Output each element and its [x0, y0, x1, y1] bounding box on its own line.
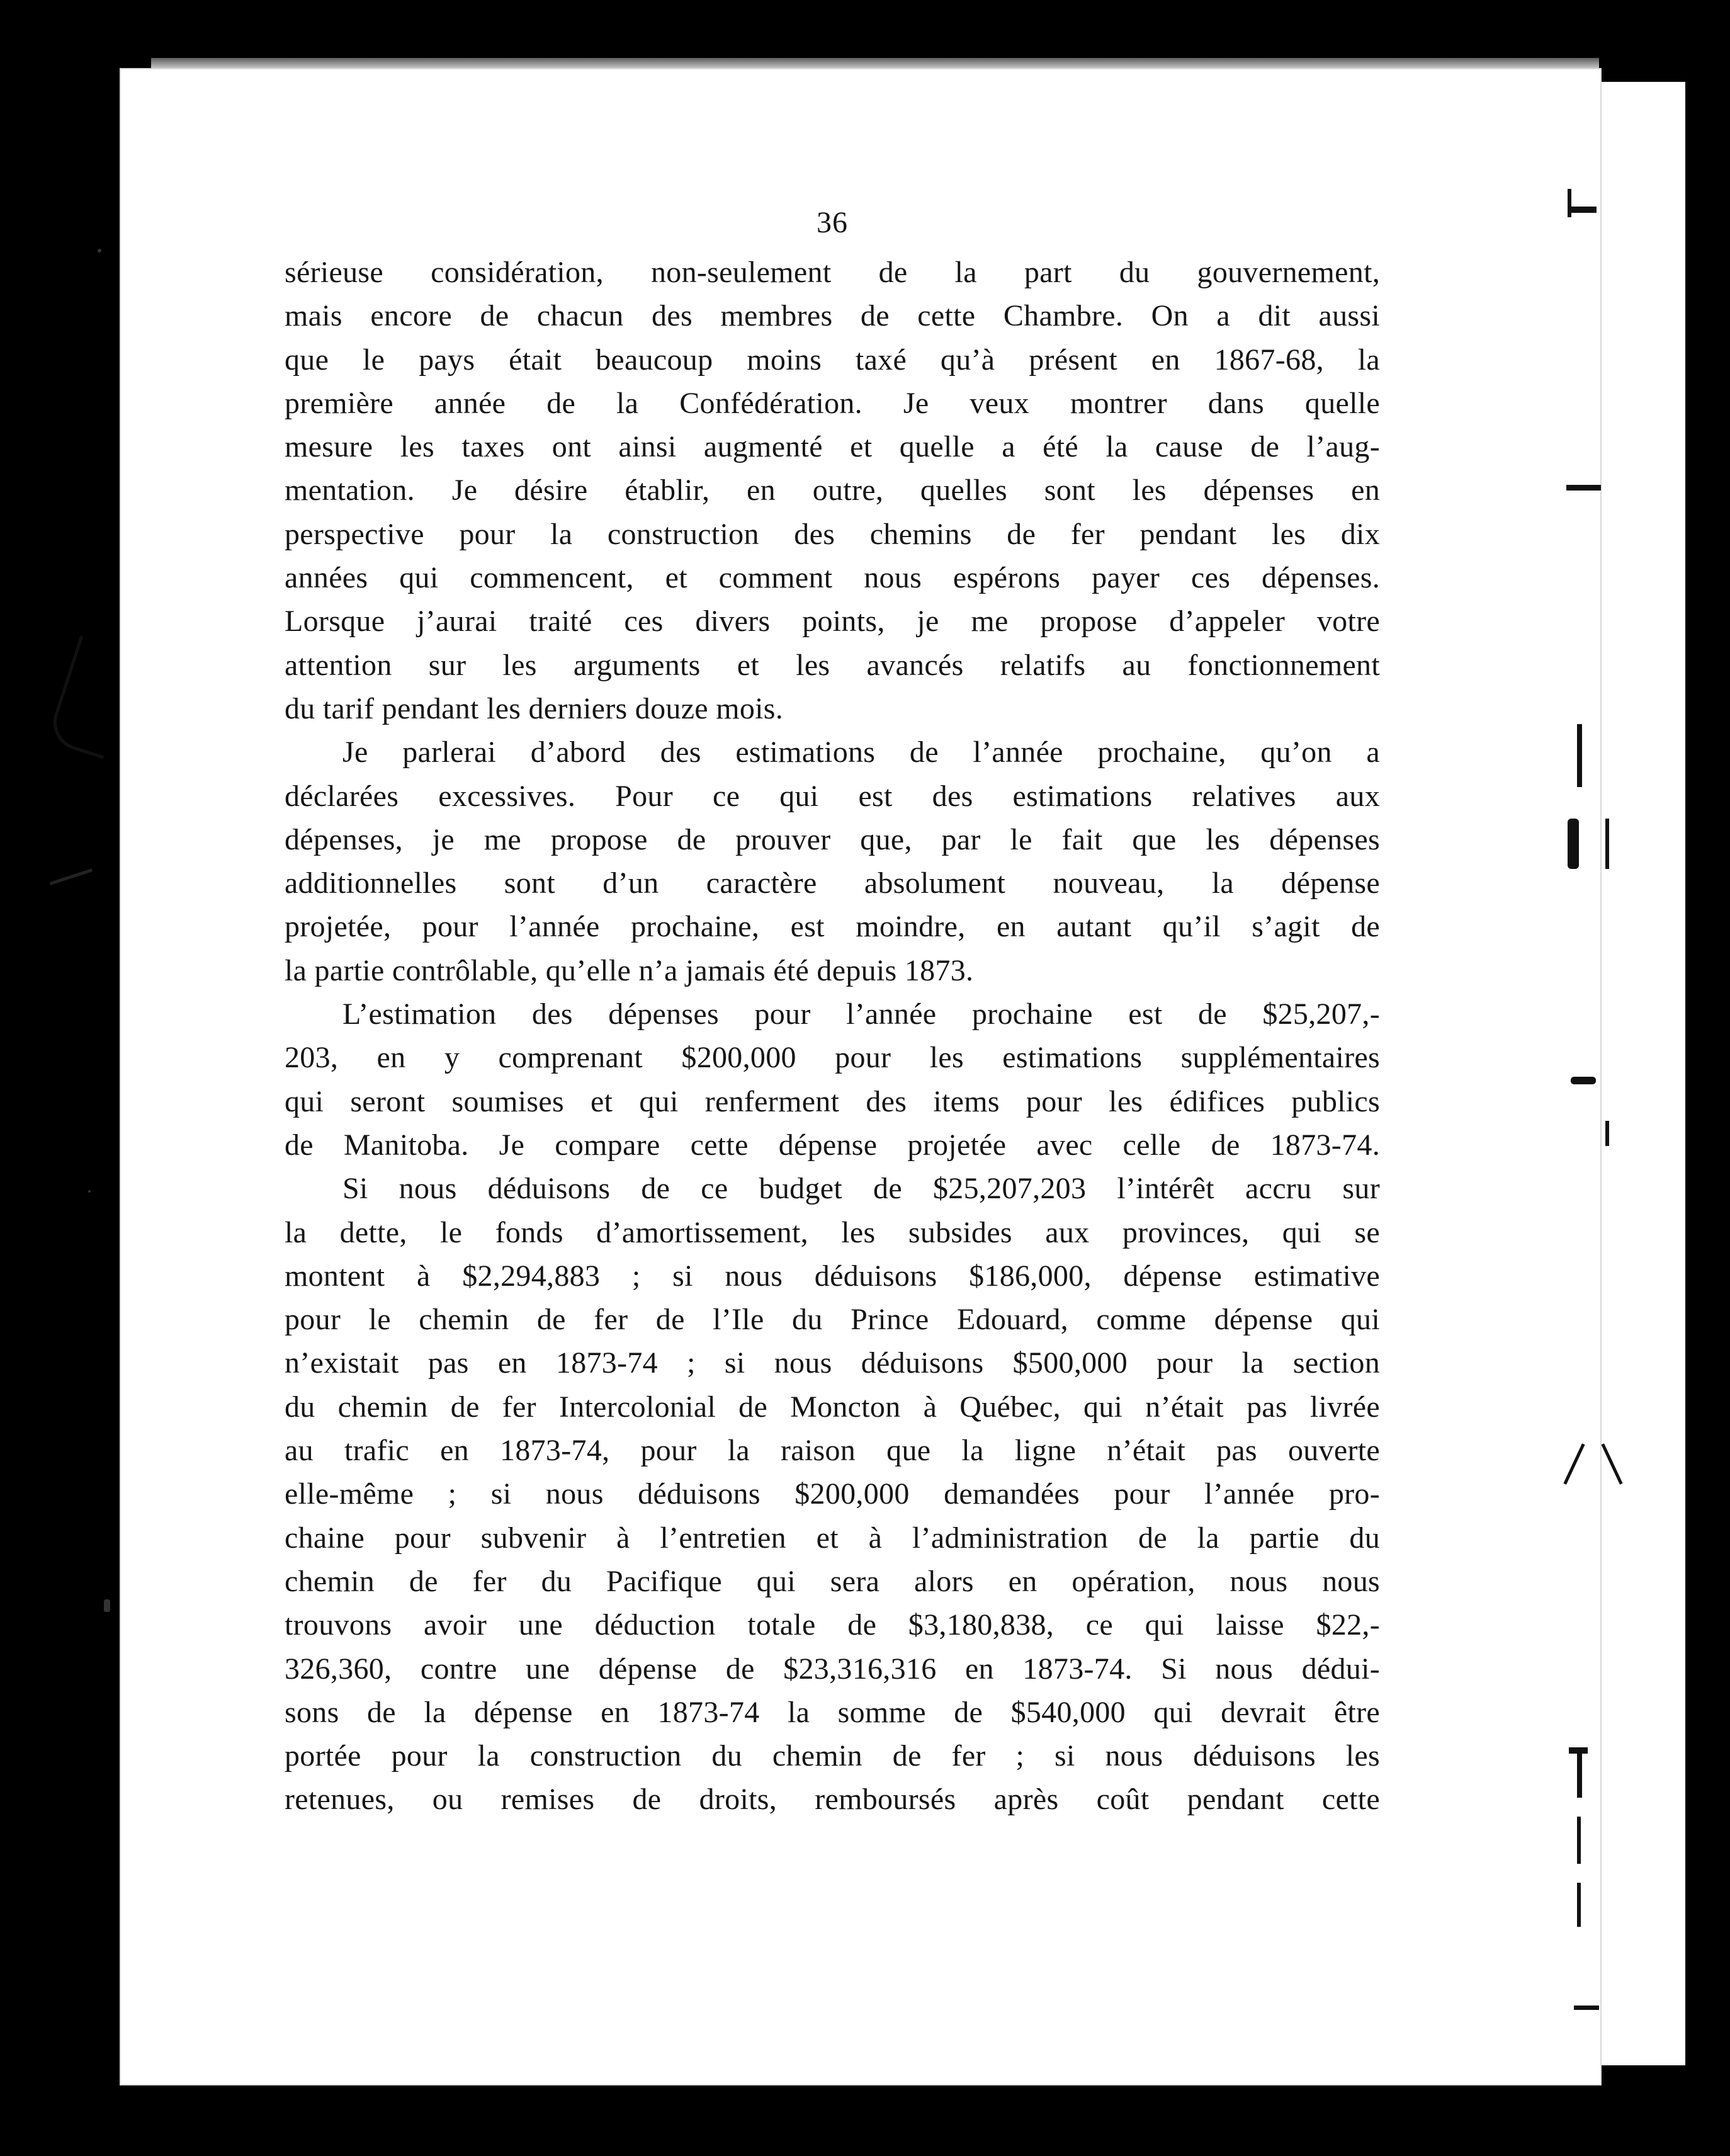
text-line: n’existait pas en 1873-74 ; si nous déduisons $500,000 pour la section	[285, 1346, 1380, 1380]
text-line: retenues, ou remises de droits, remboursés après coût pendant cette	[285, 1783, 1380, 1817]
page-content	[285, 201, 1380, 1822]
text-line: mais encore de chacun des membres de cette Chambre. On a dit aussi	[285, 299, 1380, 333]
text-line: mesure les taxes ont ainsi augmenté et quelle a été la cause de l’aug-	[285, 430, 1380, 464]
text-line: chaine pour subvenir à l’entretien et à l’administration de la partie du	[285, 1521, 1380, 1555]
text-line: de Manitoba. Je compare cette dépense projetée avec celle de 1873-74.	[285, 1128, 1380, 1162]
text-line: projetée, pour l’année prochaine, est moindre, en autant qu’il s’agit de	[285, 910, 1380, 944]
margin-dash	[50, 868, 93, 885]
text-line: du chemin de fer Intercolonial de Moncton à Québec, qui n’était pas livrée	[285, 1390, 1380, 1424]
margin-mark	[1568, 819, 1579, 869]
margin-mark	[1577, 1817, 1581, 1864]
scan-speckle	[98, 249, 101, 252]
text-line: trouvons avoir une déduction totale de $3,180,838, ce qui laisse $22,-	[285, 1608, 1380, 1642]
margin-mark	[1571, 1077, 1596, 1084]
margin-mark	[1605, 819, 1609, 869]
text-line: chemin de fer du Pacifique qui sera alors en opération, nous nous	[285, 1564, 1380, 1598]
text-line: perspective pour la construction des chemins de fer pendant les dix	[285, 517, 1380, 551]
text-line: déclarées excessives. Pour ce qui est des estimations relatives aux	[285, 779, 1380, 813]
scan-speckle	[88, 1190, 91, 1193]
margin-mark	[1563, 1443, 1585, 1485]
text-line: qui seront soumises et qui renferment des items pour les édifices publics	[285, 1084, 1380, 1118]
text-line: dépenses, je me propose de prouver que, par le fait que les dépenses	[285, 822, 1380, 856]
text-line: mentation. Je désire établir, en outre, quelles sont les dépenses en	[285, 474, 1380, 508]
text-line: la partie contrôlable, qu’elle n’a jamais été depuis 1873.	[285, 953, 974, 987]
text-line: première année de la Confédération. Je veux montrer dans quelle	[285, 386, 1380, 420]
margin-mark	[1577, 724, 1582, 787]
text-line: que le pays était beaucoup moins taxé qu’à présent en 1867-68, la	[285, 343, 1380, 377]
text-line: montent à $2,294,883 ; si nous déduisons $186,000, dépense estimative	[285, 1259, 1380, 1293]
text-line: au trafic en 1873-74, pour la raison que la ligne n’était pas ouverte	[285, 1434, 1380, 1468]
text-line: Lorsque j’aurai traité ces divers points, je me propose d’appeler votre	[285, 604, 1380, 638]
text-line: sons de la dépense en 1873-74 la somme de $540,000 qui devrait être	[285, 1695, 1380, 1729]
text-line: additionnelles sont d’un caractère absolument nouveau, la dépense	[285, 866, 1380, 900]
text-line: sérieuse considération, non-seulement de la part du gouvernement,	[285, 256, 1380, 289]
text-line: la dette, le fonds d’amortissement, les subsides aux provinces, qui se	[285, 1215, 1380, 1249]
text-line: elle-même ; si nous déduisons $200,000 demandées pour l’année pro-	[285, 1477, 1380, 1511]
margin-mark	[1577, 1883, 1581, 1927]
right-margin-marks	[1561, 189, 1624, 2046]
text-line: Si nous déduisons de ce budget de $25,207,203 l’intérêt accru sur	[342, 1172, 1380, 1206]
margin-mark	[1570, 207, 1597, 213]
margin-mark	[1568, 189, 1571, 217]
margin-mark	[1605, 1121, 1609, 1146]
text-line: Je parlerai d’abord des estimations de l’année prochaine, qu’on a	[342, 735, 1380, 769]
text-line: années qui commencent, et comment nous espérons payer ces dépenses.	[285, 561, 1380, 595]
margin-mark	[1574, 2006, 1599, 2010]
margin-mark	[1566, 485, 1601, 491]
scan-border-top	[151, 58, 1599, 69]
text-line: du tarif pendant les derniers douze mois.	[285, 691, 784, 725]
scan-speckle	[104, 1599, 110, 1612]
margin-mark	[1577, 1747, 1582, 1798]
text-line: portée pour la construction du chemin de fer ; si nous déduisons les	[285, 1739, 1380, 1773]
page-number: 36	[817, 206, 848, 239]
margin-mark	[1601, 1443, 1622, 1485]
text-line: 203, en y comprenant $200,000 pour les estimations supplémentaires	[285, 1041, 1380, 1075]
text-line: 326,360, contre une dépense de $23,316,316 en 1873-74. Si nous dédui-	[285, 1652, 1380, 1686]
text-line: pour le chemin de fer de l’Ile du Prince Edouard, comme dépense qui	[285, 1303, 1380, 1337]
text-line: L’estimation des dépenses pour l’année prochaine est de $25,207,-	[342, 997, 1380, 1031]
text-line: attention sur les arguments et les avancés relatifs au fonctionnement	[285, 648, 1380, 682]
